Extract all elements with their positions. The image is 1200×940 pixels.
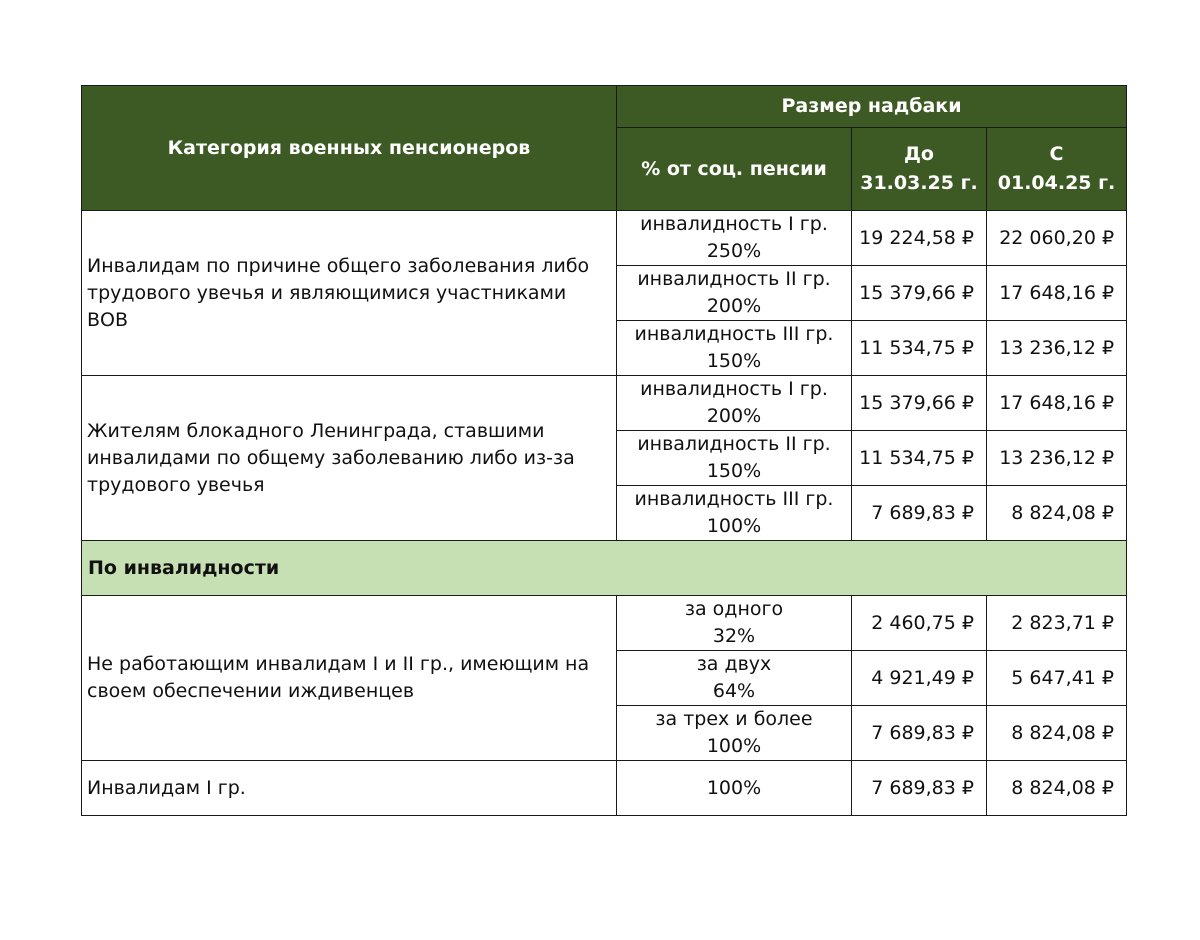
amount-after-cell: 13 236,12 ₽ <box>987 321 1127 376</box>
percent-cell <box>617 376 852 431</box>
table-row <box>82 376 1127 431</box>
percent-cell: 100% <box>617 761 852 816</box>
percent-line2: 200% <box>706 405 762 427</box>
percent-line1: инвалидность II гр. <box>637 268 831 290</box>
percent-cell <box>617 706 852 761</box>
amount-after-cell: 8 824,08 ₽ <box>987 486 1127 541</box>
percent-line1: инвалидность I гр. <box>640 213 828 235</box>
header-category: Категория военных пенсионеров <box>82 86 617 211</box>
category-cell: Жителям блокадного Ленинграда, ставшими инвалидами по общему заболеванию либо из-за трудового увечья <box>82 376 617 541</box>
amount-before-cell: 19 224,58 ₽ <box>852 211 987 266</box>
percent-line1: инвалидность III гр. <box>634 488 834 510</box>
amount-after-cell: 13 236,12 ₽ <box>987 431 1127 486</box>
table-row <box>82 596 1127 651</box>
percent-line2: 250% <box>706 240 762 262</box>
header-before-line2: 31.03.25 г. <box>860 172 978 194</box>
amount-after-cell: 8 824,08 ₽ <box>987 761 1127 816</box>
percent-cell <box>617 266 852 321</box>
percent-line1: инвалидность I гр. <box>640 378 828 400</box>
category-cell: Инвалидам по причине общего заболевания либо трудового увечья и являющимися участниками ВОВ <box>82 211 617 376</box>
section-row <box>82 541 1127 596</box>
table-row <box>82 211 1127 266</box>
amount-after-cell: 17 648,16 ₽ <box>987 266 1127 321</box>
percent-cell <box>617 596 852 651</box>
percent-line2: 150% <box>706 350 762 372</box>
percent-line2: 64% <box>712 680 756 702</box>
category-cell: Инвалидам I гр. <box>82 761 617 816</box>
amount-before-cell: 2 460,75 ₽ <box>852 596 987 651</box>
header-row-top <box>82 86 1127 128</box>
percent-cell <box>617 321 852 376</box>
section-title: По инвалидности <box>82 541 1127 596</box>
percent-cell <box>617 211 852 266</box>
amount-before-cell: 15 379,66 ₽ <box>852 266 987 321</box>
percent-cell <box>617 431 852 486</box>
pension-table-container <box>81 85 1126 816</box>
amount-before-cell: 7 689,83 ₽ <box>852 486 987 541</box>
percent-line1: инвалидность II гр. <box>637 433 831 455</box>
amount-before-cell: 7 689,83 ₽ <box>852 761 987 816</box>
table-row <box>82 761 1127 816</box>
header-after-line2: 01.04.25 г. <box>997 172 1116 194</box>
percent-line1: за одного <box>684 598 784 620</box>
amount-after-cell: 2 823,71 ₽ <box>987 596 1127 651</box>
percent-line2: 32% <box>712 625 756 647</box>
amount-after-cell: 8 824,08 ₽ <box>987 706 1127 761</box>
amount-before-cell: 4 921,49 ₽ <box>852 651 987 706</box>
percent-line2: 100% <box>706 515 762 537</box>
percent-cell <box>617 651 852 706</box>
amount-before-cell: 11 534,75 ₽ <box>852 431 987 486</box>
percent-cell <box>617 486 852 541</box>
percent-line1: за двух <box>696 653 772 675</box>
amount-before-cell: 7 689,83 ₽ <box>852 706 987 761</box>
amount-after-cell: 22 060,20 ₽ <box>987 211 1127 266</box>
header-supplement: Размер надбаки <box>617 86 1127 128</box>
percent-line2: 150% <box>706 460 762 482</box>
amount-before-cell: 11 534,75 ₽ <box>852 321 987 376</box>
percent-line1: инвалидность III гр. <box>634 323 834 345</box>
amount-before-cell: 15 379,66 ₽ <box>852 376 987 431</box>
header-before-date <box>852 128 987 211</box>
pension-supplement-table <box>81 85 1127 816</box>
category-cell: Не работающим инвалидам I и II гр., имеющим на своем обеспечении иждивенцев <box>82 596 617 761</box>
percent-line1: за трех и более <box>655 708 813 730</box>
header-before-line1: До <box>904 143 934 165</box>
amount-after-cell: 17 648,16 ₽ <box>987 376 1127 431</box>
header-after-line1: С <box>1049 143 1064 165</box>
amount-after-cell: 5 647,41 ₽ <box>987 651 1127 706</box>
percent-line2: 100% <box>706 735 762 757</box>
percent-line2: 200% <box>706 295 762 317</box>
header-percent: % от соц. пенсии <box>617 128 852 211</box>
header-after-date <box>987 128 1127 211</box>
